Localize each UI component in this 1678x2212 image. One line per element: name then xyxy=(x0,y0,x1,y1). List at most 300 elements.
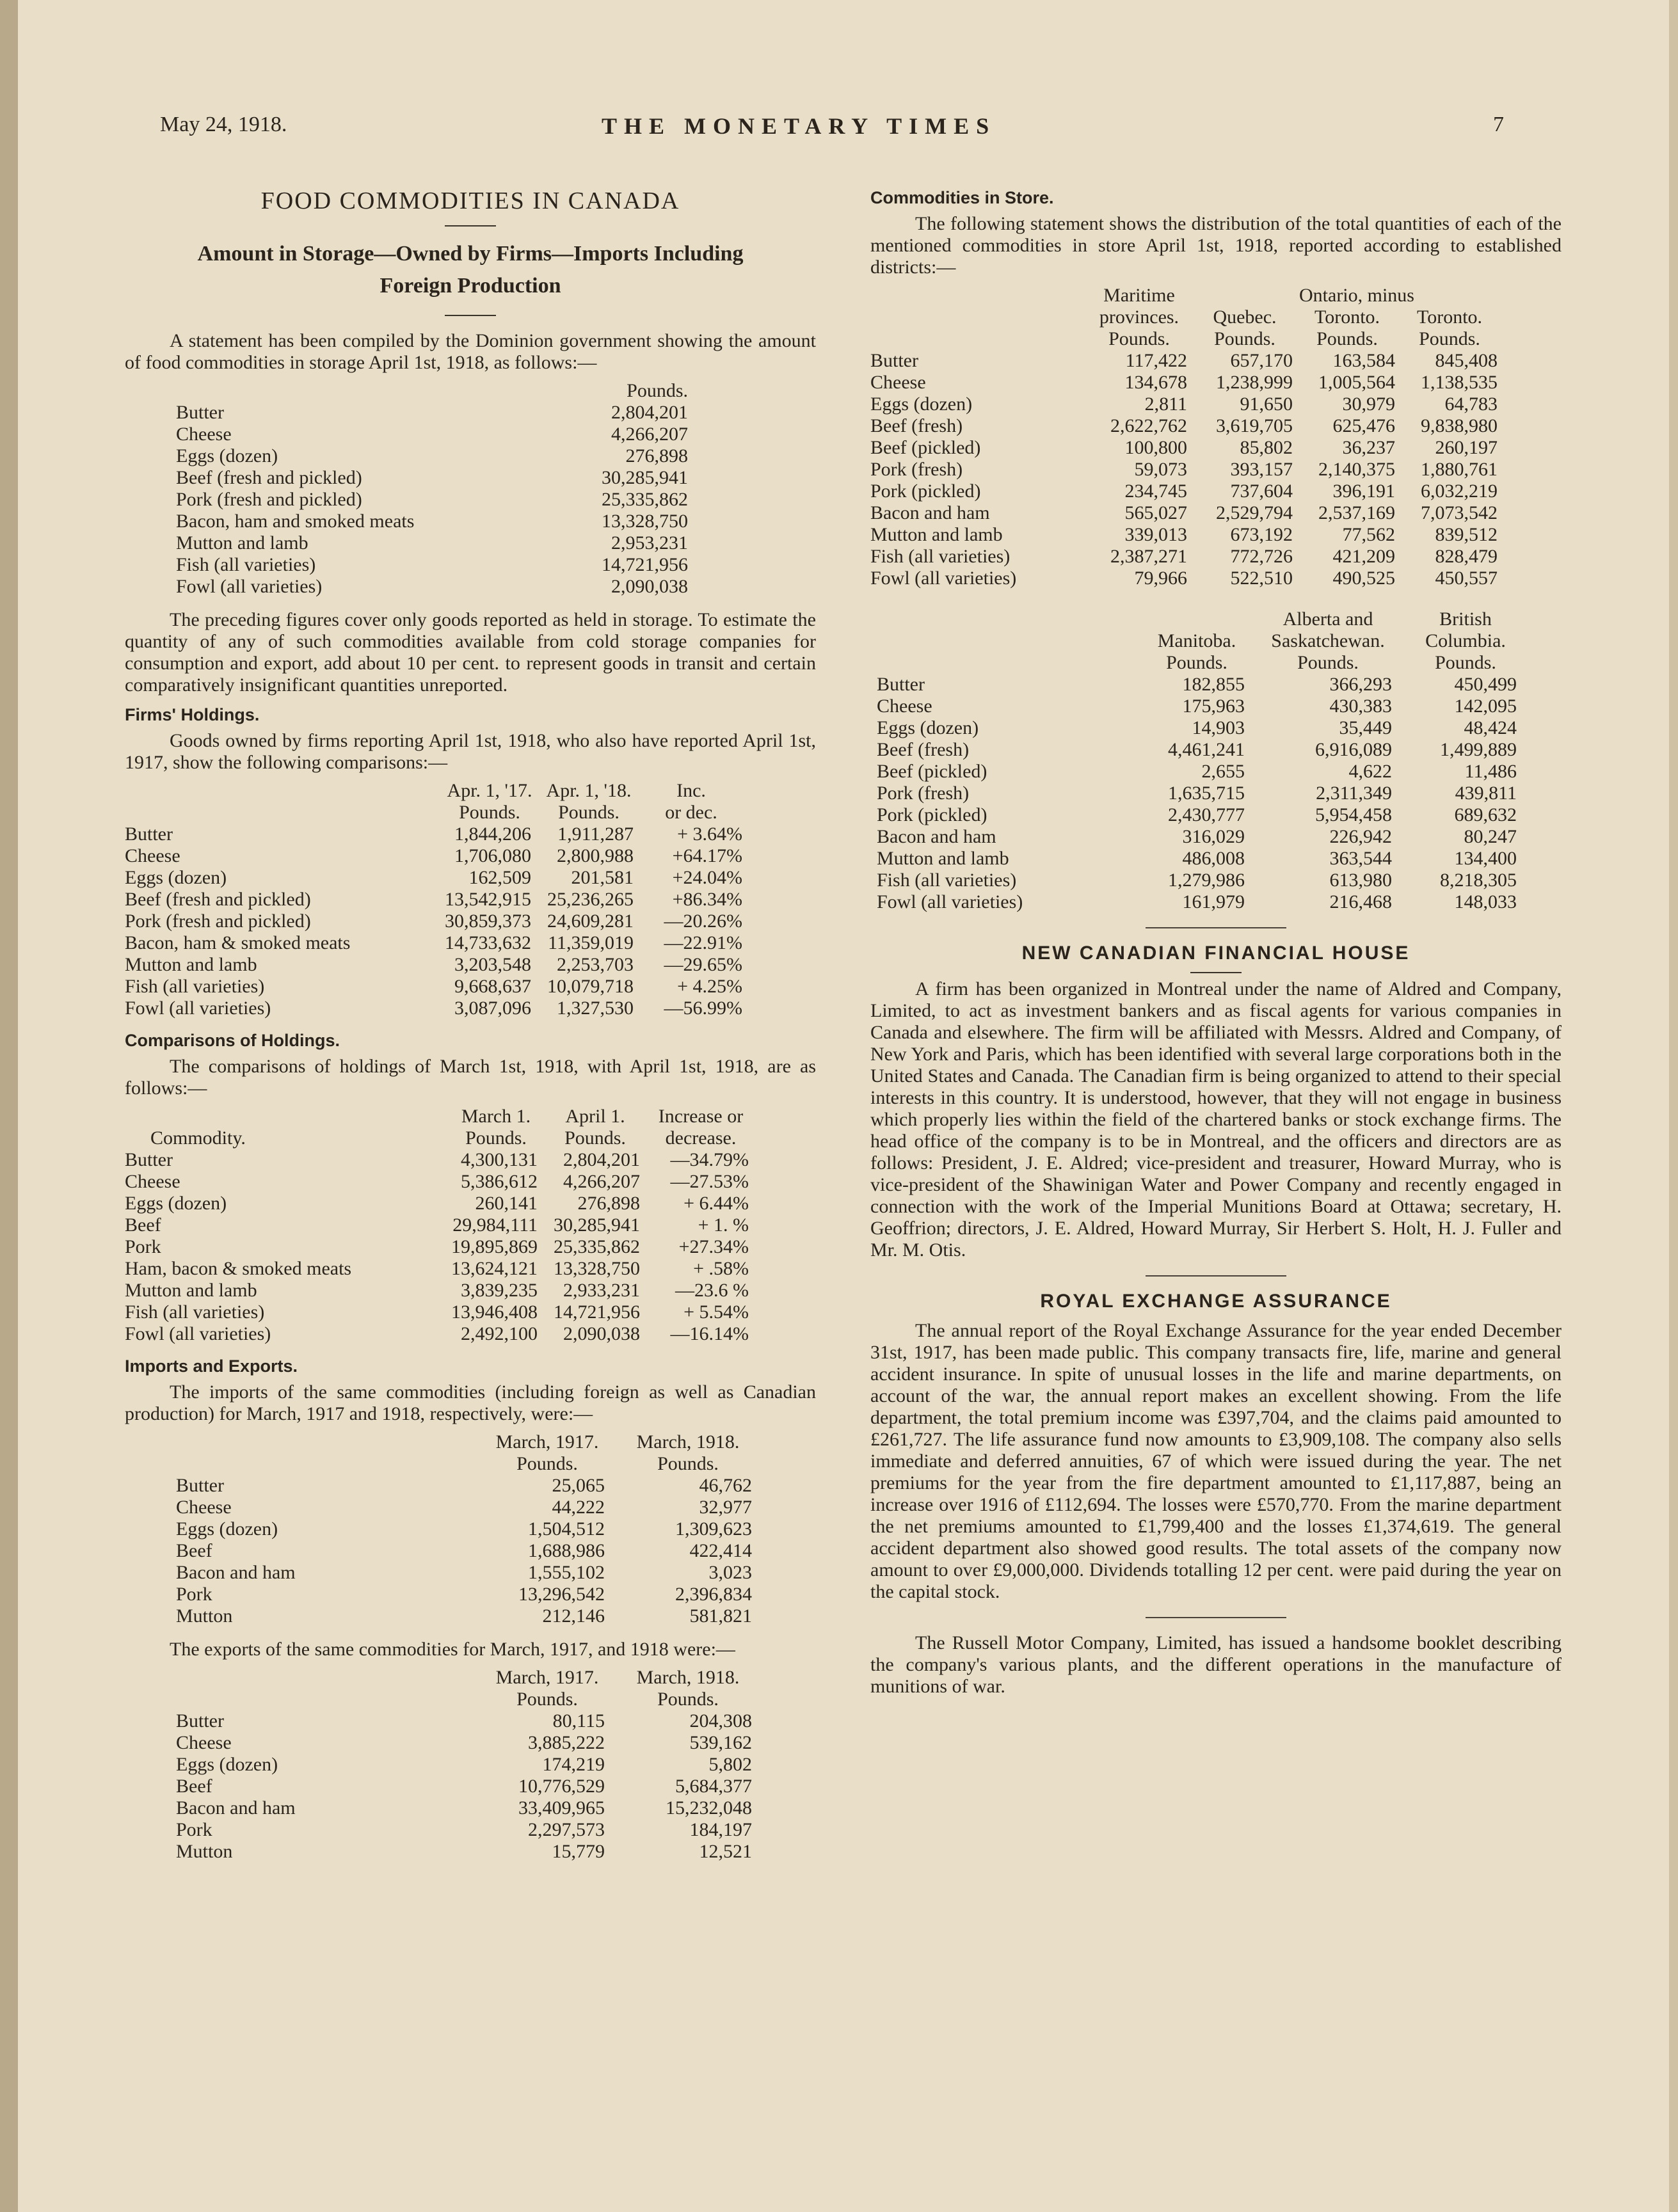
intro-paragraph: A statement has been compiled by the Dominion government showing the amount of food commodities in storage April 1st, 1918, as follows:— xyxy=(125,330,816,373)
column-header: Quebec. xyxy=(1213,306,1277,328)
cell-value: 2,492,100 xyxy=(461,1323,538,1344)
row-label: Fish (all varieties) xyxy=(870,546,1011,567)
column-header: Columbia. xyxy=(1425,630,1506,651)
cell-value: 316,029 xyxy=(1182,826,1245,847)
section-heading-store: Commodities in Store. xyxy=(870,188,1054,207)
table-row xyxy=(125,889,816,911)
cell-value: 64,783 xyxy=(1444,394,1498,415)
cell-value: 486,008 xyxy=(1182,848,1245,869)
column-header: Pounds. xyxy=(1297,652,1359,673)
divider xyxy=(1146,1275,1286,1277)
column-header: Apr. 1, '18. xyxy=(546,780,632,801)
table-header xyxy=(125,1453,816,1475)
table-row xyxy=(125,867,816,889)
cell-value: 48,424 xyxy=(1464,717,1517,738)
cell-value: 1,499,889 xyxy=(1440,739,1517,760)
cell-value: +24.04% xyxy=(672,867,742,888)
table-header xyxy=(125,802,816,824)
cell-value: 8,218,305 xyxy=(1440,870,1517,891)
cell-value: 25,236,265 xyxy=(547,889,634,910)
row-label: Eggs (dozen) xyxy=(176,1518,278,1540)
cell-value: 490,525 xyxy=(1332,568,1395,589)
table-row xyxy=(125,1754,816,1776)
row-label: Butter xyxy=(176,1475,224,1496)
cell-value: 2,529,794 xyxy=(1216,502,1293,523)
cell-value: 2,622,762 xyxy=(1110,415,1187,436)
cell-value: 134,678 xyxy=(1124,372,1187,393)
table-row xyxy=(125,532,816,554)
table-row xyxy=(125,576,816,598)
table-row xyxy=(125,1301,816,1323)
cell-value: 2,140,375 xyxy=(1318,459,1395,480)
right-column xyxy=(870,179,1562,1704)
notice-paragraph: The Russell Motor Company, Limited, has issued a handsome booklet describing the company's various plants, and the different operations in the manufacture of munitions of war. xyxy=(870,1632,1562,1697)
table-row xyxy=(125,1149,816,1171)
row-label: Fowl (all varieties) xyxy=(877,891,1023,912)
column-header: Inc. xyxy=(676,780,706,801)
table-body xyxy=(870,674,1562,913)
table-row xyxy=(125,511,816,532)
cell-value: 14,903 xyxy=(1192,717,1245,738)
row-label: Cheese xyxy=(870,372,926,393)
cell-value: 10,776,529 xyxy=(518,1776,605,1797)
cell-value: 3,087,096 xyxy=(454,998,531,1019)
cell-value: 1,309,623 xyxy=(675,1518,752,1540)
table-row xyxy=(125,954,816,976)
cell-value: 163,584 xyxy=(1332,350,1395,371)
divider xyxy=(1190,972,1242,973)
cell-value: 737,604 xyxy=(1230,481,1293,502)
row-label: Pork xyxy=(176,1819,212,1840)
column-header: Pounds. xyxy=(465,1127,527,1149)
column-header: April 1. xyxy=(565,1106,625,1127)
row-label: Eggs (dozen) xyxy=(125,1193,227,1214)
exports-intro-paragraph: The exports of the same commodities for March, 1917, and 1918 were:— xyxy=(170,1639,735,1660)
cell-value: 396,191 xyxy=(1332,481,1395,502)
cell-value: 276,898 xyxy=(577,1193,640,1214)
row-label: Cheese xyxy=(176,1732,232,1753)
cell-value: 2,800,988 xyxy=(557,845,634,866)
east-districts-table xyxy=(870,285,1562,589)
row-label: Mutton and lamb xyxy=(125,954,257,975)
table-header xyxy=(870,328,1562,350)
table-header xyxy=(125,1689,816,1710)
cell-value: + 6.44% xyxy=(683,1193,749,1214)
column-header: Ontario, minus xyxy=(1299,285,1414,306)
column-header: Pounds. xyxy=(657,1689,719,1710)
table-row xyxy=(125,1540,816,1562)
cell-value: 216,468 xyxy=(1329,891,1392,912)
cell-value: 32,977 xyxy=(699,1497,752,1518)
row-label: Pork (pickled) xyxy=(870,481,981,502)
table-row xyxy=(125,1819,816,1841)
table-row xyxy=(870,739,1562,761)
cell-value: 2,253,703 xyxy=(557,954,634,975)
cell-value: 10,079,718 xyxy=(547,976,634,997)
cell-value: 19,895,869 xyxy=(451,1236,538,1257)
cell-value: 142,095 xyxy=(1454,696,1517,717)
table-row xyxy=(870,394,1562,415)
column-header: British xyxy=(1439,609,1492,630)
row-label: Pork xyxy=(176,1584,212,1605)
row-label: Beef (fresh and pickled) xyxy=(125,889,311,910)
row-label: Cheese xyxy=(877,696,932,717)
row-label: Butter xyxy=(125,1149,173,1170)
row-label: Cheese xyxy=(125,1171,180,1192)
cell-value: 276,898 xyxy=(625,445,688,466)
cell-value: 201,581 xyxy=(571,867,634,888)
storage-note-paragraph: The preceding figures cover only goods reported as held in storage. To estimate the quantity of any of such commodities available from cold storage companies for consumption and export, add about 10 per cent. to represent goods in transit and certain comparatively insignificant quantities unreported. xyxy=(125,609,816,696)
table-row xyxy=(125,1497,816,1518)
cell-value: 393,157 xyxy=(1230,459,1293,480)
table-row xyxy=(870,568,1562,589)
comparisons-table xyxy=(125,1106,816,1345)
cell-value: 15,232,048 xyxy=(666,1797,752,1818)
cell-value: 15,779 xyxy=(552,1841,605,1862)
column-header: Pounds. xyxy=(1435,652,1496,673)
publication-title: THE MONETARY TIMES xyxy=(602,113,996,139)
table-row xyxy=(125,467,816,489)
table-row xyxy=(125,424,816,445)
cell-value: 539,162 xyxy=(689,1732,752,1753)
row-label: Mutton and lamb xyxy=(176,532,308,553)
cell-value: 30,859,373 xyxy=(445,911,531,932)
cell-value: 14,733,632 xyxy=(445,932,531,953)
cell-value: 30,285,941 xyxy=(602,467,688,488)
row-label: Fowl (all varieties) xyxy=(125,998,271,1019)
left-column xyxy=(125,179,816,1874)
row-label: Ham, bacon & smoked meats xyxy=(125,1258,352,1279)
row-label: Bacon and ham xyxy=(176,1562,296,1583)
column-header: provinces. xyxy=(1099,306,1179,328)
cell-value: 184,197 xyxy=(689,1819,752,1840)
cell-value: 13,328,750 xyxy=(602,511,688,532)
table-row xyxy=(125,998,816,1019)
cell-value: 234,745 xyxy=(1124,481,1187,502)
table-body xyxy=(125,824,816,1019)
cell-value: 2,311,349 xyxy=(1316,783,1392,804)
cell-value: 5,684,377 xyxy=(675,1776,752,1797)
cell-value: 2,804,201 xyxy=(563,1149,640,1170)
cell-value: 13,946,408 xyxy=(451,1301,538,1323)
cell-value: 363,544 xyxy=(1329,848,1392,869)
column-header: or dec. xyxy=(665,802,717,823)
column-header: March 1. xyxy=(461,1106,531,1127)
cell-value: 204,308 xyxy=(689,1710,752,1731)
cell-value: 1,880,761 xyxy=(1421,459,1498,480)
cell-value: 4,266,207 xyxy=(611,424,688,445)
cell-value: 5,802 xyxy=(708,1754,752,1775)
cell-value: 2,387,271 xyxy=(1110,546,1187,567)
page-header xyxy=(160,113,1504,151)
cell-value: 1,844,206 xyxy=(454,824,531,845)
row-label: Beef xyxy=(125,1214,161,1236)
column-header: Pounds. xyxy=(516,1689,578,1710)
row-label: Fowl (all varieties) xyxy=(125,1323,271,1344)
table-row xyxy=(125,1171,816,1193)
cell-value: 581,821 xyxy=(689,1605,752,1627)
cell-value: 1,688,986 xyxy=(528,1540,605,1561)
table-row xyxy=(125,1732,816,1754)
column-header: Pounds. xyxy=(1419,328,1480,349)
cell-value: 175,963 xyxy=(1182,696,1245,717)
cell-value: 450,499 xyxy=(1454,674,1517,695)
cell-value: 117,422 xyxy=(1125,350,1187,371)
cell-value: 673,192 xyxy=(1230,524,1293,545)
row-label: Mutton and lamb xyxy=(877,848,1009,869)
row-label: Beef xyxy=(176,1776,212,1797)
table-body xyxy=(125,1710,816,1863)
cell-value: 625,476 xyxy=(1332,415,1395,436)
column-header: March, 1917. xyxy=(495,1667,599,1688)
cell-value: 2,537,169 xyxy=(1318,502,1395,523)
cell-value: 24,609,281 xyxy=(547,911,634,932)
table-row xyxy=(125,932,816,954)
cell-value: 100,800 xyxy=(1124,437,1187,458)
column-header: Toronto. xyxy=(1416,306,1483,328)
cell-value: 2,933,231 xyxy=(563,1280,640,1301)
cell-value: —22.91% xyxy=(664,932,742,953)
row-label: Fish (all varieties) xyxy=(176,554,316,575)
row-label: Bacon and ham xyxy=(870,502,990,523)
table-row xyxy=(125,1280,816,1301)
cell-value: —16.14% xyxy=(670,1323,749,1344)
divider xyxy=(445,315,496,316)
cell-value: 212,146 xyxy=(542,1605,605,1627)
cell-value: 13,624,121 xyxy=(451,1258,538,1279)
cell-value: —23.6 % xyxy=(675,1280,749,1301)
cell-value: 1,911,287 xyxy=(557,824,634,845)
cell-value: 13,542,915 xyxy=(445,889,531,910)
exports-table xyxy=(125,1667,816,1863)
row-label: Fish (all varieties) xyxy=(125,976,265,997)
article-body: A firm has been organized in Montreal under the name of Aldred and Company, Limited, to act as investment bankers and as fiscal agents for various companies in Canada and elsewhere. The firm will be affiliated with Messrs. Aldred and Company, of New York and Paris, which has been identified with several large corporations both in the United States and Canada. The Canadian firm is being organized to attend to their special interests in this country. It is understood, however, that they will not engage in business which properly lies within the field of the chartered banks or stock exchange firms. The head office of the company is to be in Montreal, and the officers and directors are as follows: President, J. E. Aldred; vice-president and treasurer, Howard Murray, who is vice-president of the Shawinigan Water and Power Company and recently engaged in connection with the work of the Imperial Munitions Board at Ottawa; secretary, H. Geoffrion; directors, J. E. Aldred, Howard Murray, Sir Herbert S. Holt, H. J. Fuller and Mr. M. Otis. xyxy=(870,978,1562,1261)
cell-value: 80,115 xyxy=(552,1710,605,1731)
article-subtitle: Amount in Storage—Owned by Firms—Imports Including Foreign Production xyxy=(197,242,744,298)
table-row xyxy=(125,489,816,511)
row-label: Pork (fresh and pickled) xyxy=(125,911,311,932)
table-row xyxy=(870,826,1562,848)
cell-value: 1,555,102 xyxy=(528,1562,605,1583)
cell-value: 839,512 xyxy=(1435,524,1498,545)
cell-value: 13,296,542 xyxy=(518,1584,605,1605)
row-label: Mutton and lamb xyxy=(125,1280,257,1301)
cell-value: 1,005,564 xyxy=(1318,372,1395,393)
column-header: Toronto. xyxy=(1314,306,1380,328)
divider xyxy=(445,225,496,227)
table-row xyxy=(870,891,1562,913)
row-label: Eggs (dozen) xyxy=(125,867,227,888)
cell-value: 5,386,612 xyxy=(461,1171,538,1192)
cell-value: 9,668,637 xyxy=(454,976,531,997)
cell-value: 2,090,038 xyxy=(563,1323,640,1344)
table-row xyxy=(870,870,1562,891)
cell-value: 25,335,862 xyxy=(554,1236,640,1257)
row-label: Eggs (dozen) xyxy=(176,445,278,466)
column-header: Pounds. xyxy=(657,1453,719,1474)
cell-value: + 1. % xyxy=(698,1214,749,1236)
column-header: Alberta and xyxy=(1282,609,1373,630)
table-row xyxy=(125,554,816,576)
table-header xyxy=(870,652,1562,674)
cell-value: —56.99% xyxy=(664,998,742,1019)
cell-value: 430,383 xyxy=(1329,696,1392,717)
table-row xyxy=(125,402,816,424)
cell-value: +64.17% xyxy=(672,845,742,866)
table-row xyxy=(870,502,1562,524)
row-label: Beef (fresh) xyxy=(877,739,970,760)
page-binding-edge xyxy=(0,0,18,2212)
cell-value: 421,209 xyxy=(1332,546,1395,567)
cell-value: 3,839,235 xyxy=(461,1280,538,1301)
column-header: Saskatchewan. xyxy=(1271,630,1385,651)
cell-value: 161,979 xyxy=(1182,891,1245,912)
cell-value: 174,219 xyxy=(542,1754,605,1775)
table-row xyxy=(870,459,1562,481)
table-row xyxy=(125,1258,816,1280)
cell-value: 6,032,219 xyxy=(1421,481,1498,502)
row-label: Beef (pickled) xyxy=(870,437,981,458)
cell-value: + 4.25% xyxy=(677,976,742,997)
column-header: Maritime xyxy=(1103,285,1175,306)
row-label: Butter xyxy=(877,674,925,695)
page-right-edge xyxy=(1669,0,1678,2212)
column-header: Pounds. xyxy=(1166,652,1227,673)
cell-value: 2,953,231 xyxy=(611,532,688,553)
cell-value: 12,521 xyxy=(699,1841,752,1862)
column-header: Manitoba. xyxy=(1157,630,1236,651)
cell-value: 33,409,965 xyxy=(518,1797,605,1818)
column-header: Pounds. xyxy=(516,1453,578,1474)
row-label: Bacon, ham and smoked meats xyxy=(176,511,415,532)
table-body xyxy=(125,402,816,598)
table-row xyxy=(870,546,1562,568)
row-label: Cheese xyxy=(176,424,232,445)
table-row xyxy=(125,1236,816,1258)
row-label: Butter xyxy=(870,350,918,371)
cell-value: 6,916,089 xyxy=(1315,739,1392,760)
row-label: Fowl (all varieties) xyxy=(176,576,323,597)
cell-value: 439,811 xyxy=(1455,783,1517,804)
divider xyxy=(1146,927,1286,928)
row-label: Butter xyxy=(125,824,173,845)
cell-value: —20.26% xyxy=(664,911,742,932)
row-label: Pork (fresh) xyxy=(870,459,963,480)
row-label: Bacon, ham & smoked meats xyxy=(125,932,351,953)
cell-value: 1,706,080 xyxy=(454,845,531,866)
row-label: Mutton and lamb xyxy=(870,524,1003,545)
row-label: Eggs (dozen) xyxy=(870,394,973,415)
cell-value: 35,449 xyxy=(1339,717,1392,738)
column-header: Pounds. xyxy=(627,380,688,401)
cell-value: 366,293 xyxy=(1329,674,1392,695)
row-label: Mutton xyxy=(176,1841,233,1862)
row-label: Eggs (dozen) xyxy=(176,1754,278,1775)
cell-value: 25,335,862 xyxy=(602,489,688,510)
table-row xyxy=(125,1776,816,1797)
table-row xyxy=(125,1475,816,1497)
table-row xyxy=(870,717,1562,739)
cell-value: 5,954,458 xyxy=(1315,804,1392,825)
cell-value: 657,170 xyxy=(1230,350,1293,371)
column-header: decrease. xyxy=(665,1127,737,1149)
cell-value: 14,721,956 xyxy=(602,554,688,575)
table-row xyxy=(870,696,1562,717)
firms-intro-paragraph: Goods owned by firms reporting April 1st, 1918, who also have reported April 1st, 1917, show the following comparisons:— xyxy=(125,730,816,773)
cell-value: 1,327,530 xyxy=(557,998,634,1019)
table-row xyxy=(125,911,816,932)
column-header: Pounds. xyxy=(1214,328,1275,349)
cell-value: 2,655 xyxy=(1201,761,1245,782)
cell-value: 7,073,542 xyxy=(1421,502,1498,523)
cell-value: 260,141 xyxy=(475,1193,538,1214)
divider xyxy=(1146,1617,1286,1618)
cell-value: 182,855 xyxy=(1182,674,1245,695)
row-label: Beef (fresh and pickled) xyxy=(176,467,362,488)
imports-intro-paragraph: The imports of the same commodities (including foreign as well as Canadian production) for March, 1917 and 1918, respectively, were:— xyxy=(125,1381,816,1424)
cell-value: 2,430,777 xyxy=(1168,804,1245,825)
table-row xyxy=(870,848,1562,870)
table-row xyxy=(125,1562,816,1584)
cell-value: 772,726 xyxy=(1230,546,1293,567)
cell-value: 260,197 xyxy=(1435,437,1498,458)
row-label: Cheese xyxy=(125,845,180,866)
section-heading-firms: Firms' Holdings. xyxy=(125,705,260,724)
cell-value: 46,762 xyxy=(699,1475,752,1496)
imports-table xyxy=(125,1431,816,1627)
table-row xyxy=(870,481,1562,502)
cell-value: 13,328,750 xyxy=(554,1258,640,1279)
table-row xyxy=(125,1797,816,1819)
west-districts-table xyxy=(870,609,1562,913)
cell-value: 59,073 xyxy=(1134,459,1187,480)
cell-value: —27.53% xyxy=(670,1171,749,1192)
cell-value: 4,461,241 xyxy=(1168,739,1245,760)
cell-value: 85,802 xyxy=(1240,437,1293,458)
cell-value: 14,721,956 xyxy=(554,1301,640,1323)
column-header: Pounds. xyxy=(558,802,619,823)
cell-value: 828,479 xyxy=(1435,546,1498,567)
cell-value: 162,509 xyxy=(468,867,531,888)
row-label: Mutton xyxy=(176,1605,233,1627)
cell-value: 77,562 xyxy=(1342,524,1395,545)
cell-value: 2,090,038 xyxy=(611,576,688,597)
table-row xyxy=(125,1323,816,1345)
cell-value: 1,504,512 xyxy=(528,1518,605,1540)
table-row xyxy=(125,976,816,998)
cell-value: 9,838,980 xyxy=(1421,415,1498,436)
table-header xyxy=(125,1431,816,1453)
table-row xyxy=(870,674,1562,696)
table-row xyxy=(870,761,1562,783)
row-label: Fish (all varieties) xyxy=(877,870,1017,891)
table-header xyxy=(870,609,1562,630)
cell-value: 36,237 xyxy=(1342,437,1395,458)
table-row xyxy=(125,1518,816,1540)
column-header: Pounds. xyxy=(1316,328,1378,349)
table-header xyxy=(125,1127,816,1149)
column-header: March, 1917. xyxy=(495,1431,599,1452)
row-label: Pork (fresh and pickled) xyxy=(176,489,362,510)
article-title: FOOD COMMODITIES IN CANADA xyxy=(260,187,680,214)
table-header xyxy=(870,285,1562,306)
storage-table xyxy=(125,380,816,598)
cell-value: 29,984,111 xyxy=(452,1214,538,1236)
table-body xyxy=(125,1475,816,1627)
table-row xyxy=(125,1710,816,1732)
article-body: The annual report of the Royal Exchange Assurance for the year ended December 31st, 1917, has been made public. This company transacts fire, life, marine and general accident insurance. In spite of unusual losses in the life and marine departments, on account of the war, the annual report makes an excellent showing. From the life department, the total premium income was £397,704, and the claims paid amounted to £261,727. The life assurance fund now amounts to £3,909,108. The company also sells immediate and deferred annuities, 67 of which were issued during the year. The net premiums for the year from the fire department amounted to £1,117,887, being an increase over 1916 of £112,694. The losses were £570,770. From the marine department the net premiums amounted to £1,799,400 and the losses £1,374,619. The general accident department also showed good results. The total assets of the company now amount to over £9,000,000. Dividends totalling 12 per cent. were paid during the year on the capital stock. xyxy=(870,1320,1562,1602)
cell-value: 80,247 xyxy=(1464,826,1517,847)
